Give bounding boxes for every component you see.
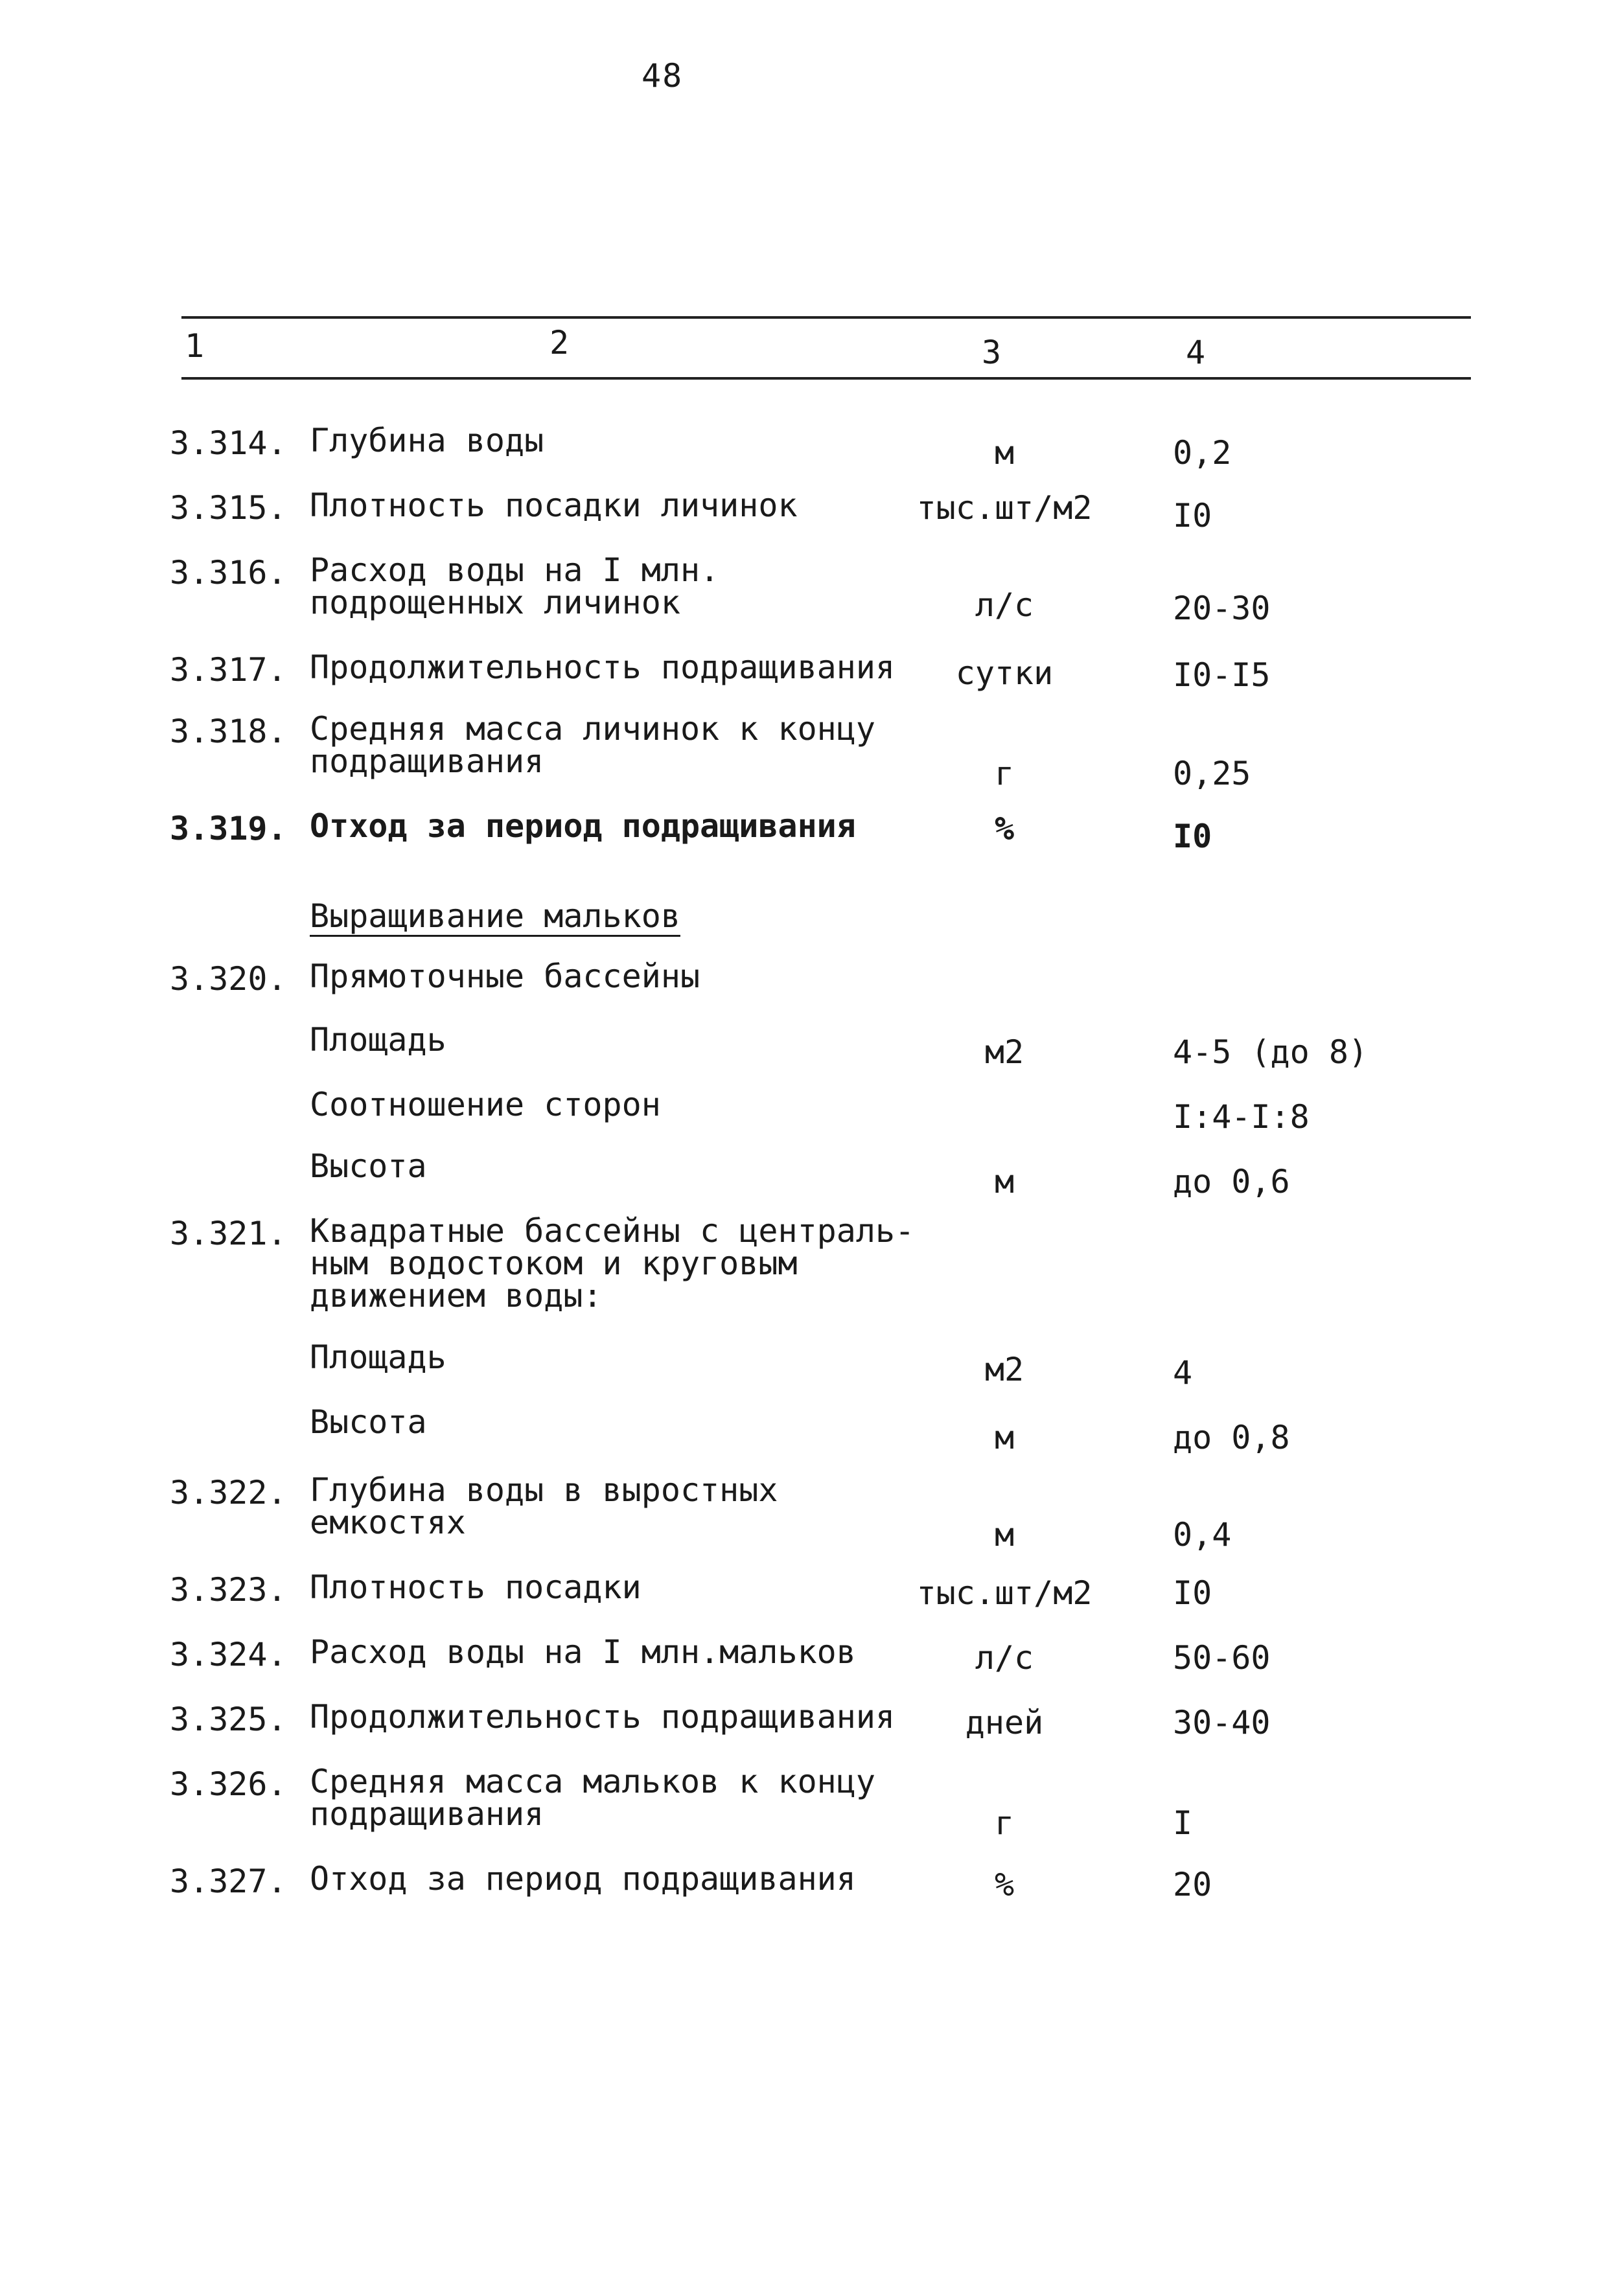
item-value: I0 (1173, 1574, 1212, 1612)
item-number: 3.324. (170, 1636, 287, 1673)
item-description: Глубина воды в выростных емкостях (310, 1471, 778, 1541)
item-value: 4-5 (до 8) (1173, 1033, 1369, 1071)
item-number: 3.318. (170, 713, 287, 750)
item-description: Квадратные бассейны с централь- ным водостоком и круговым движением воды: (310, 1212, 915, 1314)
item-number: 3.326. (170, 1765, 287, 1803)
item-value: 0,4 (1173, 1516, 1232, 1554)
item-description: Площадь (310, 1021, 446, 1059)
item-value: 30-40 (1173, 1704, 1271, 1741)
item-number: 3.320. (170, 960, 287, 998)
column-header-2: 2 (549, 324, 570, 362)
item-description: Средняя масса личинок к концу подращивания (310, 710, 875, 780)
item-description: Расход воды на I млн. подрощенных личинок (310, 551, 720, 621)
table-top-rule (181, 316, 1471, 319)
item-description: Отход за период подращивания (310, 1860, 856, 1898)
item-description: Высота (310, 1147, 427, 1185)
item-unit: тыс.шт/м2 (916, 1574, 1093, 1612)
item-unit: г (994, 1804, 1015, 1842)
item-number: 3.322. (170, 1474, 287, 1511)
item-number: 3.315. (170, 489, 287, 527)
item-value: I0 (1173, 497, 1212, 534)
column-header-1: 1 (185, 327, 205, 365)
item-description: Соотношение сторон (310, 1086, 661, 1123)
item-description: Средняя масса мальков к концу подращивания (310, 1763, 875, 1833)
item-value: до 0,8 (1173, 1419, 1290, 1456)
item-value: 20 (1173, 1866, 1212, 1903)
item-unit: л/с (975, 1639, 1034, 1677)
item-number: 3.325. (170, 1701, 287, 1738)
item-unit: м2 (984, 1033, 1024, 1071)
page-number: 48 (642, 57, 684, 95)
item-number: 3.323. (170, 1571, 287, 1609)
item-unit: л/с (975, 586, 1034, 624)
item-description: Расход воды на I млн.мальков (310, 1633, 856, 1671)
item-unit: м (994, 1163, 1015, 1200)
item-unit: % (994, 810, 1015, 847)
column-header-3: 3 (982, 334, 1002, 371)
item-description: Продолжительность подращивания (310, 1698, 896, 1736)
item-value: I:4-I:8 (1173, 1098, 1310, 1136)
item-number: 3.317. (170, 651, 287, 689)
item-value: 4 (1173, 1354, 1193, 1392)
item-value: I0 (1173, 818, 1212, 855)
item-number: 3.314. (170, 424, 287, 462)
item-value: I0-I5 (1173, 656, 1271, 694)
item-value: 0,25 (1173, 755, 1251, 792)
item-unit: тыс.шт/м2 (916, 489, 1093, 527)
section-title: Выращивание мальков (310, 897, 680, 935)
item-unit: дней (965, 1704, 1044, 1741)
item-description: Плотность посадки личинок (310, 487, 798, 524)
item-description: Глубина воды (310, 422, 544, 459)
item-unit: % (994, 1866, 1015, 1903)
item-number: 3.321. (170, 1215, 287, 1252)
item-description: Площадь (310, 1338, 446, 1376)
item-value: 20-30 (1173, 590, 1271, 627)
item-value: I (1173, 1804, 1193, 1842)
item-value: до 0,6 (1173, 1163, 1290, 1200)
item-description: Высота (310, 1403, 427, 1441)
item-number: 3.319. (170, 810, 287, 847)
item-description: Продолжительность подращивания (310, 649, 896, 686)
table-header-rule (181, 377, 1471, 380)
item-unit: м2 (984, 1351, 1024, 1388)
item-unit: м (994, 1419, 1015, 1456)
item-description: Отход за период подращивания (310, 807, 856, 845)
item-value: 50-60 (1173, 1639, 1271, 1677)
item-unit: м (994, 1516, 1015, 1554)
item-description: Прямоточные бассейны (310, 958, 700, 995)
item-value: 0,2 (1173, 434, 1232, 472)
item-number: 3.327. (170, 1863, 287, 1900)
item-unit: г (994, 755, 1015, 792)
item-description: Плотность посадки (310, 1568, 642, 1606)
column-header-4: 4 (1186, 334, 1206, 371)
item-number: 3.316. (170, 554, 287, 591)
item-unit: м (994, 434, 1015, 472)
item-unit: сутки (955, 654, 1054, 692)
